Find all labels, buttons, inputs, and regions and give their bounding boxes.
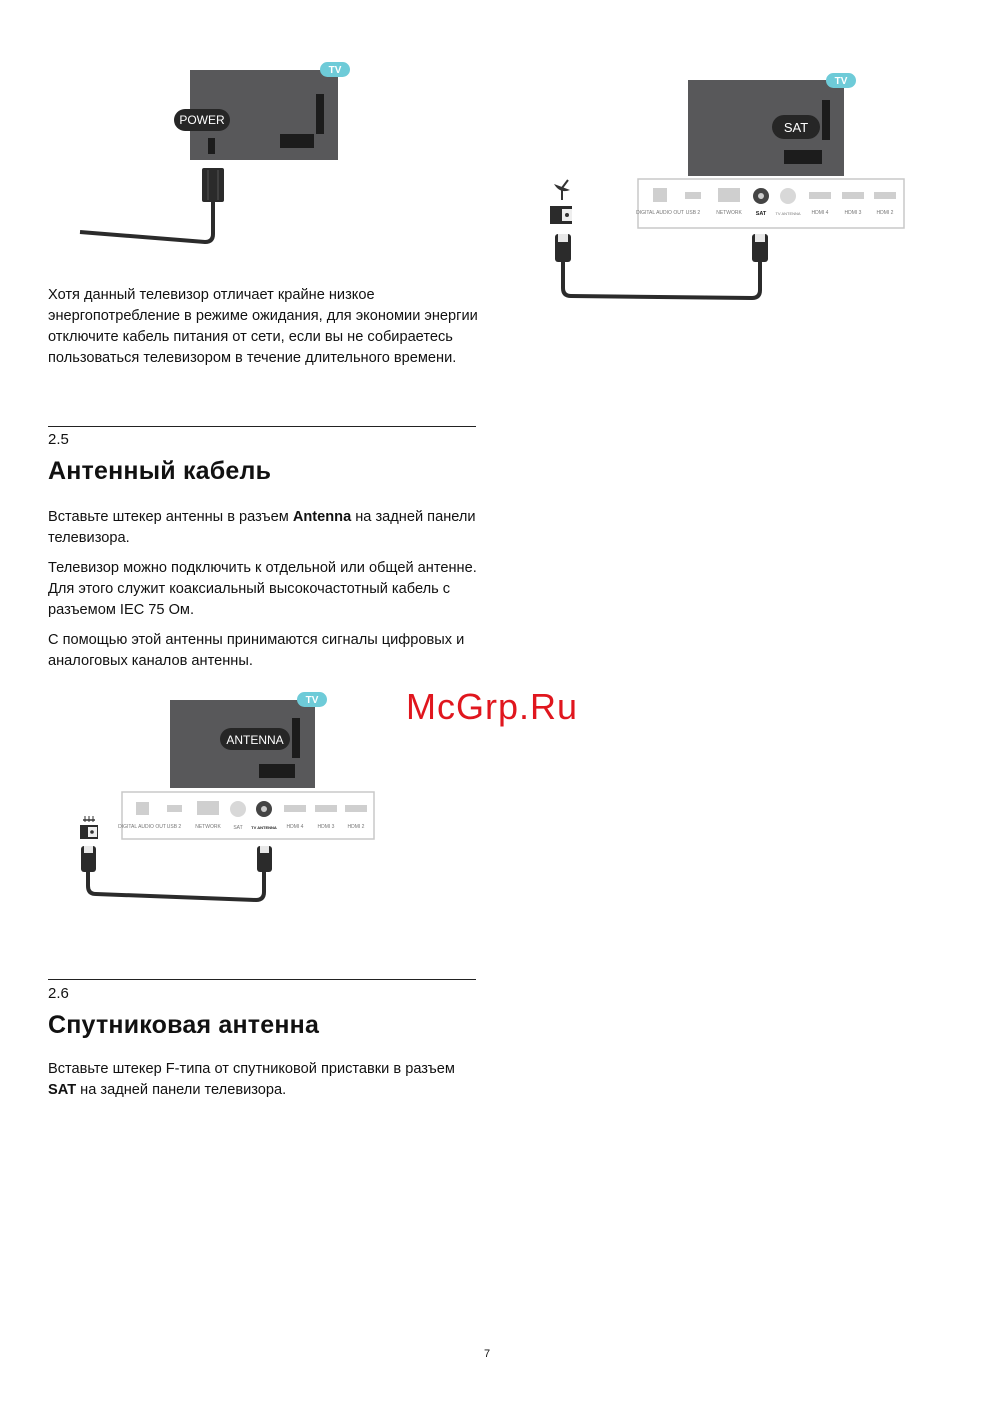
power-plug	[202, 168, 224, 202]
port-label: HDMI 3	[844, 210, 862, 216]
hdmi4-port	[284, 805, 306, 812]
hdmi3-port	[315, 805, 337, 812]
section-divider	[48, 426, 476, 427]
usb-port	[685, 192, 701, 199]
network-port	[718, 188, 740, 202]
tv-foot	[280, 134, 314, 148]
satellite-paragraph-end: на задней панели телевизора.	[76, 1082, 287, 1098]
antenna-paragraph-3: С помощью этой антенны принимаются сигналы цифровых и аналоговых каналов антенны.	[48, 632, 465, 669]
port-label: HDMI 2	[347, 824, 365, 830]
port-label: HDMI 4	[286, 824, 304, 830]
hdmi3-port	[842, 192, 864, 199]
antenna-paragraph-1	[48, 507, 478, 549]
power-cable	[80, 202, 213, 242]
antenna-icon	[83, 816, 95, 822]
hdmi4-port	[809, 192, 831, 199]
tv-badge-label: TV	[328, 65, 342, 76]
hdmi2-port	[345, 805, 367, 812]
tv-stand-bar	[292, 718, 300, 758]
port-label: HDMI 3	[317, 824, 335, 830]
port-label: TV ANTENNA	[775, 211, 801, 216]
port-label: DIGITAL AUDIO OUT	[118, 824, 166, 830]
section-number: 2.6	[48, 985, 69, 1002]
satellite-connection-figure	[540, 68, 910, 306]
tv-badge-label: TV	[834, 76, 848, 87]
antenna-port	[780, 188, 796, 204]
tv-foot	[259, 764, 295, 778]
antenna-connection-figure	[70, 688, 380, 908]
tv-badge-label: TV	[305, 695, 319, 706]
sat-port	[230, 801, 246, 817]
satellite-paragraph	[48, 1059, 478, 1101]
coax-cable	[88, 872, 264, 900]
satellite-dish-icon	[554, 180, 570, 200]
sat-label: SAT	[783, 120, 809, 135]
tv-stand-bar	[822, 100, 830, 140]
antenna-paragraph-1-start: Вставьте штекер антенны в разъем	[48, 509, 293, 525]
watermark: McGrp.Ru	[406, 686, 579, 727]
antenna-paragraph-2: Телевизор можно подключить к отдельной или общей антенне. Для этого служит коаксиальный высокочастотный кабель с разъемом IEC 75 Ом.	[48, 560, 477, 618]
page-number: 7	[484, 1348, 491, 1360]
antenna-keyword: Antenna	[292, 509, 352, 525]
port-label: NETWORK	[716, 210, 742, 216]
port-label: SAT	[233, 825, 243, 831]
section-number: 2.5	[48, 431, 69, 448]
hdmi2-port	[874, 192, 896, 199]
digital-audio-port	[653, 188, 667, 202]
usb-port	[167, 805, 182, 812]
tv-stand-bar	[316, 94, 324, 134]
port-label: HDMI 4	[811, 210, 829, 216]
network-port	[197, 801, 219, 815]
port-label: USB 2	[685, 210, 701, 216]
power-socket	[208, 138, 215, 154]
satellite-paragraph-start: Вставьте штекер F-типа от спутниковой приставки в разъем	[48, 1061, 455, 1077]
digital-audio-port	[136, 802, 149, 815]
antenna-paragraph-1-end: на задней панели телевизора.	[48, 509, 476, 546]
section-title: Антенный кабель	[48, 457, 272, 485]
port-label: USB 2	[166, 824, 182, 830]
port-label: SAT	[755, 211, 767, 217]
power-connection-figure	[70, 58, 370, 253]
antenna-label: ANTENNA	[226, 733, 284, 747]
port-label: DIGITAL AUDIO OUT	[636, 210, 684, 216]
power-label: POWER	[179, 113, 225, 127]
sat-keyword: SAT	[48, 1082, 77, 1098]
port-label: NETWORK	[195, 824, 221, 830]
connector-panel	[638, 179, 904, 228]
tv-foot	[784, 150, 822, 164]
power-saving-paragraph: Хотя данный телевизор отличает крайне низкое энергопотребление в режиме ожидания, для экономии энергии отключите кабель питания от сети, если вы не собираетесь пользоваться телевизором в течение длительного времени.	[48, 287, 478, 366]
section-divider	[48, 979, 476, 980]
section-title: Спутниковая антенна	[48, 1011, 320, 1039]
connector-panel	[122, 792, 374, 839]
port-label: TV ANTENNA	[251, 825, 277, 830]
port-label: HDMI 2	[876, 210, 894, 216]
coax-cable	[563, 262, 760, 298]
